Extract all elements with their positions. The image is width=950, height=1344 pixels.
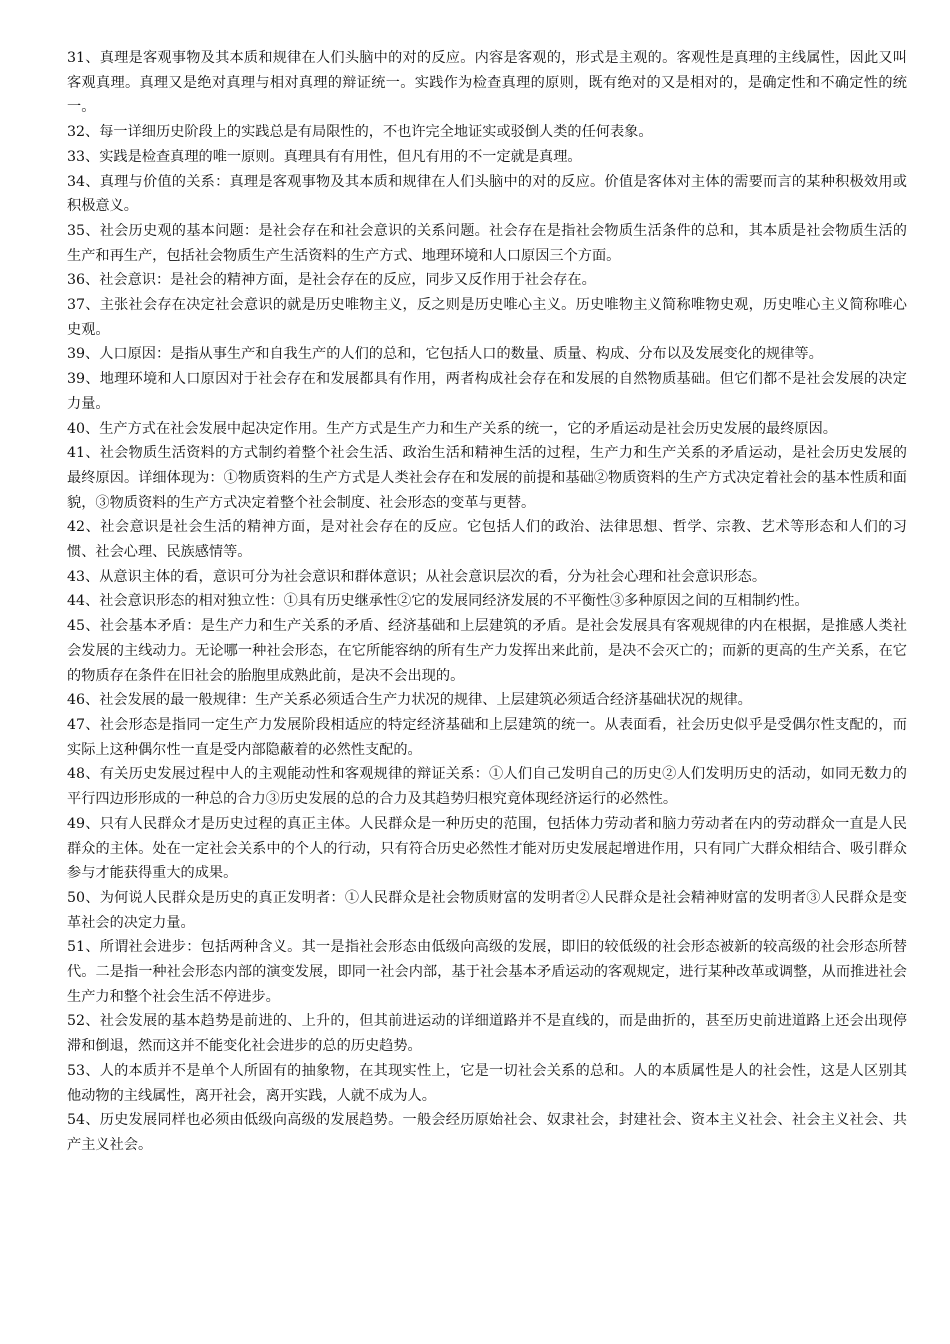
paragraph-51: 51、所谓社会进步：包括两种含义。其一是指社会形态由低级向高级的发展，即旧的较低级的社会形态被新的较高级的社会形态所替代。二是指一种社会形态内部的演变发展，即同一社会内部，基于社会基本矛盾运动的客观规定，进行某种改革或调整，从而推进社会生产力和整个社会生活不停进步。: [67, 939, 907, 1005]
paragraph-54: 54、历史发展同样也必须由低级向高级的发展趋势。一般会经历原始社会、奴隶社会，封建社会、资本主义社会、社会主义社会、共产主义社会。: [67, 1112, 907, 1153]
paragraph-48: 48、有关历史发展过程中人的主观能动性和客观规律的辩证关系：①人们自己发明自己的历史②人们发明历史的活动，如同无数力的平行四边形形成的一种总的合力③历史发展的总的合力及其趋势归根究竟体现经济运行的必然性。: [67, 766, 907, 808]
paragraph-43: 43、从意识主体的看，意识可分为社会意识和群体意识；从社会意识层次的看，分为社会心理和社会意识形态。: [67, 568, 767, 585]
paragraph-46: 46、社会发展的最一般规律：生产关系必须适合生产力状况的规律、上层建筑必须适合经济基础状况的规律。: [67, 692, 752, 709]
paragraph-39b: 39、地理环境和人口原因对于社会存在和发展都具有作用，两者构成社会存在和发展的自然物质基础。但它们都不是社会发展的决定力量。: [67, 371, 907, 412]
paragraph-42: 42、社会意识是社会生活的精神方面，是对社会存在的反应。它包括人们的政治、法律思想、哲学、宗教、艺术等形态和人们的习惯、社会心理、民族感情等。: [67, 519, 907, 561]
paragraph-47: 47、社会形态是指同一定生产力发展阶段相适应的特定经济基础和上层建筑的统一。从表面看，社会历史似乎是受偶尔性支配的，而实际上这种偶尔性一直是受内部隐蔽着的必然性支配的。: [67, 716, 907, 758]
document-body: [67, 46, 907, 1158]
paragraph-41: 41、社会物质生活资料的方式制约着整个社会生活、政治生活和精神生活的过程，生产力和生产关系的矛盾运动，是社会历史发展的最终原因。详细体现为：①物质资料的生产方式是人类社会存在和发展的前提和基础②物质资料的生产方式决定着社会的基本性质和面貌，③物质资料的生产方式决定着整个社会制度、社会形态的变革与更替。: [67, 445, 907, 511]
paragraph-35: 35、社会历史观的基本问题：是社会存在和社会意识的关系问题。社会存在是指社会物质生活条件的总和，其本质是社会物质生活的生产和再生产，包括社会物质生产生活资料的生产方式、地理环境和人口原因三个方面。: [67, 222, 907, 264]
paragraph-36: 36、社会意识：是社会的精神方面，是社会存在的反应，同步又反作用于社会存在。: [67, 272, 596, 289]
paragraph-33: 33、实践是检查真理的唯一原则。真理具有有用性，但凡有用的不一定就是真理。: [67, 148, 582, 165]
paragraph-37: 37、主张社会存在决定社会意识的就是历史唯物主义，反之则是历史唯心主义。历史唯物主义简称唯物史观，历史唯心主义简称唯心史观。: [67, 297, 907, 338]
paragraph-39a: 39、人口原因：是指从事生产和自我生产的人们的总和，它包括人口的数量、质量、构成、分布以及发展变化的规律等。: [67, 346, 823, 363]
paragraph-34: 34、真理与价值的关系：真理是客观事物及其本质和规律在人们头脑中的对的反应。价值是客体对主体的需要而言的某种积极效用或积极意义。: [67, 173, 907, 215]
paragraph-32: 32、每一详细历史阶段上的实践总是有局限性的，不也许完全地证实或驳倒人类的任何表象。: [67, 124, 653, 141]
paragraph-50: 50、为何说人民群众是历史的真正发明者：①人民群众是社会物质财富的发明者②人民群众是社会精神财富的发明者③人民群众是变革社会的决定力量。: [67, 889, 907, 931]
paragraph-44: 44、社会意识形态的相对独立性：①具有历史继承性②它的发展同经济发展的不平衡性③多种原因之间的互相制约性。: [67, 593, 809, 610]
paragraph-49: 49、只有人民群众才是历史过程的真正主体。人民群众是一种历史的范围，包括体力劳动者和脑力劳动者在内的劳动群众一直是人民群众的主体。处在一定社会关系中的个人的行动，只有符合历史必然性才能对历史发展起增进作用，只有同广大群众相结合、吸引群众参与才能获得重大的成果。: [67, 815, 907, 882]
paragraph-31: 31、真理是客观事物及其本质和规律在人们头脑中的对的反应。内容是客观的，形式是主观的。客观性是真理的主线属性，因此又叫客观真理。真理又是绝对真理与相对真理的辩证统一。实践作为检查真理的原则，既有绝对的又是相对的，是确定性和不确定性的统一。: [67, 50, 907, 116]
paragraph-40: 40、生产方式在社会发展中起决定作用。生产方式是生产力和生产关系的统一，它的矛盾运动是社会历史发展的最终原因。: [67, 420, 837, 437]
paragraph-53: 53、人的本质并不是单个人所固有的抽象物，在其现实性上，它是一切社会关系的总和。人的本质属性是人的社会性，这是人区别其他动物的主线属性，离开社会，离开实践，人就不成为人。: [67, 1062, 907, 1104]
paragraph-52: 52、社会发展的基本趋势是前进的、上升的，但其前进运动的详细道路并不是直线的，而是曲折的，甚至历史前进道路上还会出现停滞和倒退，然而这并不能变化社会进步的总的历史趋势。: [67, 1013, 907, 1055]
paragraph-45: 45、社会基本矛盾：是生产力和生产关系的矛盾、经济基础和上层建筑的矛盾。是社会发展具有客观规律的内在根据，是推感人类社会发展的主线动力。无论哪一种社会形态，在它所能容纳的所有生产力发挥出来此前，是决不会灭亡的；而新的更高的生产关系，在它的物质存在条件在旧社会的胎胞里成熟此前，是决不会出现的。: [67, 618, 907, 684]
